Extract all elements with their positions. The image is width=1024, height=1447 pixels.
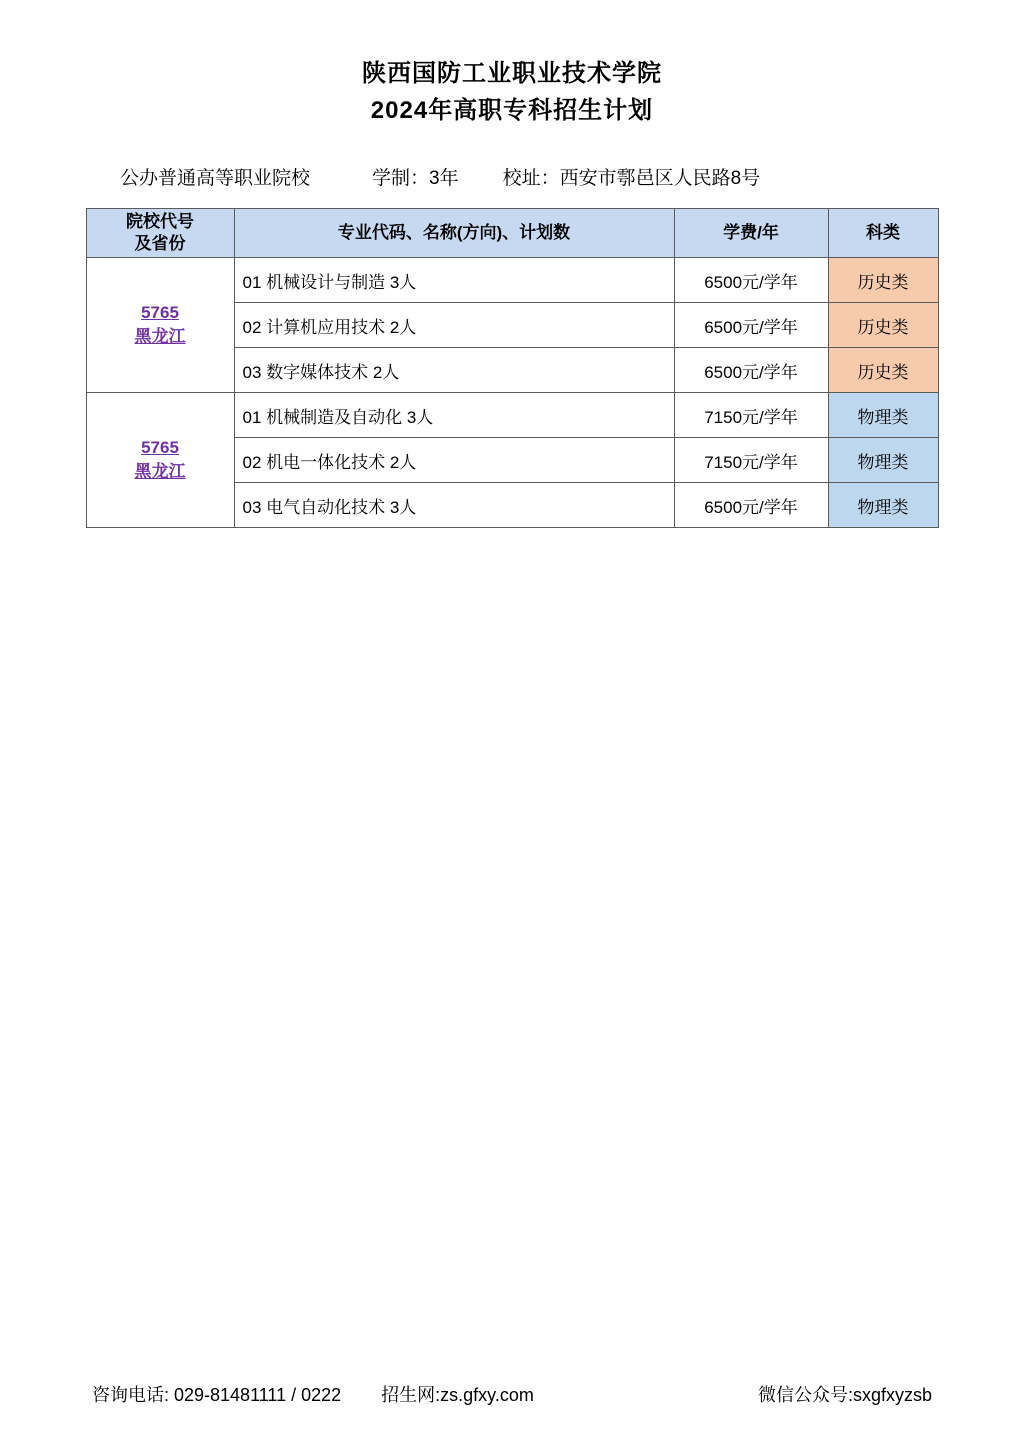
group-code-cell — [86, 258, 234, 393]
kelei-cell: 物理类 — [828, 393, 938, 438]
group-code-province: 黑龙江 — [134, 327, 186, 347]
footer-contact-group — [92, 1381, 534, 1407]
group-code-number: 5765 — [141, 437, 179, 457]
group-code-province: 黑龙江 — [134, 462, 186, 482]
column-header-code — [86, 209, 234, 258]
document-title-block — [0, 0, 1024, 129]
major-cell: 01 机械设计与制造 3人 — [234, 258, 674, 303]
column-header-code-line2: 及省份 — [134, 234, 186, 254]
school-info-row — [0, 163, 1024, 190]
major-cell: 01 机械制造及自动化 3人 — [234, 393, 674, 438]
page-footer — [0, 1381, 1024, 1407]
major-cell: 03 数字媒体技术 2人 — [234, 348, 674, 393]
kelei-cell: 物理类 — [828, 483, 938, 528]
footer-phone: 咨询电话: 029-81481111 / 0222 — [92, 1385, 342, 1405]
kelei-cell: 历史类 — [828, 258, 938, 303]
group-code-number: 5765 — [141, 302, 179, 322]
fee-cell: 6500元/学年 — [674, 483, 828, 528]
major-cell: 02 计算机应用技术 2人 — [234, 303, 674, 348]
column-header-code-line1: 院校代号 — [126, 212, 194, 232]
table-row — [86, 393, 938, 438]
table-header-row — [86, 209, 938, 258]
fee-cell: 6500元/学年 — [674, 303, 828, 348]
admission-plan-table — [86, 208, 939, 528]
fee-cell: 6500元/学年 — [674, 348, 828, 393]
school-address-label: 校址：西安市鄠邑区人民路8号 — [502, 168, 761, 190]
column-header-major: 专业代码、名称(方向)、计划数 — [234, 209, 674, 258]
major-cell: 03 电气自动化技术 3人 — [234, 483, 674, 528]
school-type-label: 公办普通高等职业院校 — [120, 168, 311, 190]
table-row — [86, 258, 938, 303]
fee-cell: 7150元/学年 — [674, 438, 828, 483]
kelei-cell: 历史类 — [828, 348, 938, 393]
column-header-fee: 学费/年 — [674, 209, 828, 258]
column-header-kelei: 科类 — [828, 209, 938, 258]
footer-website: 招生网:zs.gfxy.com — [381, 1385, 534, 1405]
footer-wechat: 微信公众号:sxgfxyzsb — [757, 1385, 932, 1405]
major-cell: 02 机电一体化技术 2人 — [234, 438, 674, 483]
fee-cell: 7150元/学年 — [674, 393, 828, 438]
fee-cell: 6500元/学年 — [674, 258, 828, 303]
study-length-label: 学制：3年 — [372, 168, 459, 190]
group-code-cell — [86, 393, 234, 528]
kelei-cell: 物理类 — [828, 438, 938, 483]
page-title-line-1: 陕西国防工业职业技术学院 — [362, 60, 662, 87]
page-title-line-2: 2024年高职专科招生计划 — [370, 97, 654, 125]
kelei-cell: 历史类 — [828, 303, 938, 348]
